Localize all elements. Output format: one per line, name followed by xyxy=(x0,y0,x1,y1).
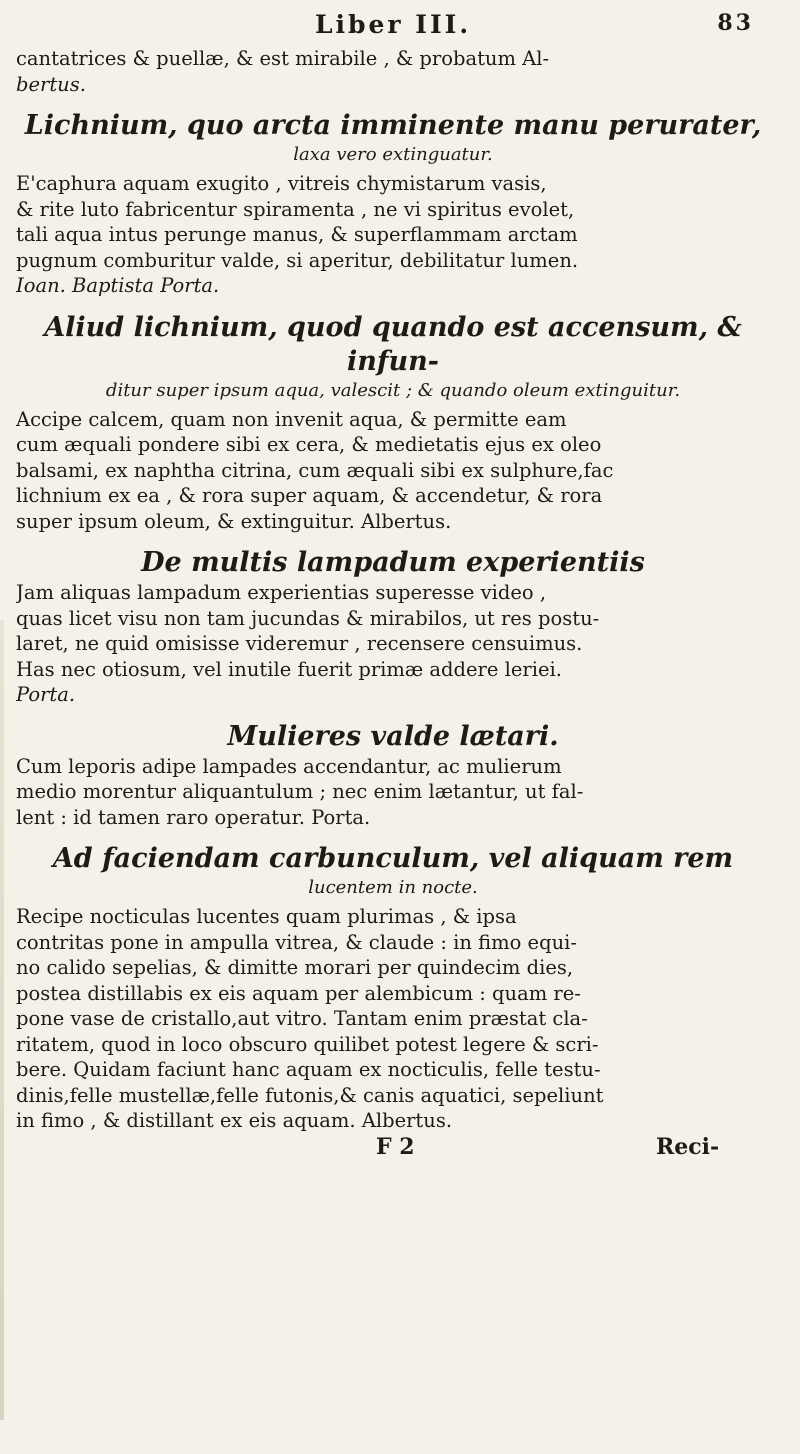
section-lampadum xyxy=(16,546,770,708)
section-heading: Mulieres valde lætari. xyxy=(227,720,559,752)
text-line: E'caphura aquam exugito , vitreis chymistarum vasis, xyxy=(16,172,547,195)
text-line: bertus. xyxy=(16,72,86,96)
section-aliud-lichnium xyxy=(16,311,770,535)
text-line: medio morentur aliquantulum ; nec enim lætantur, ut fal- xyxy=(16,780,584,803)
page-edge-shadow xyxy=(0,620,4,1420)
text-line: quas licet visu non tam jucundas & mirabilos, ut res postu- xyxy=(16,606,600,630)
page-footer xyxy=(16,1134,770,1164)
text-line: Jam aliquas lampadum experientias superesse video , xyxy=(16,581,547,604)
text-line: tali aqua intus perunge manus, & superflammam arctam xyxy=(16,223,578,246)
section-heading: Ad faciendam carbunculum, vel aliquam rem xyxy=(52,843,734,874)
section-mulieres xyxy=(16,720,770,831)
text-line: balsami, ex naphtha citrina, cum æquali sibi ex sulphure,fac xyxy=(16,458,614,482)
text-line: pone vase de cristallo,aut vitro. Tantam enim præstat cla- xyxy=(16,1007,588,1030)
text-line: dinis,felle mustellæ,felle futonis,& canis aquatici, sepeliunt xyxy=(16,1083,604,1107)
running-title: Liber III. xyxy=(314,10,472,39)
text-line: Has nec otiosum, vel inutile fuerit primæ addere leriei. xyxy=(16,657,562,681)
section-lichnium xyxy=(16,109,770,299)
text-line: bere. Quidam faciunt hanc aquam ex nocticulis, felle testu- xyxy=(16,1058,601,1081)
text-line: super ipsum oleum, & extinguitur. Albertus. xyxy=(16,509,452,533)
section-subheading: ditur super ipsum aqua, valescit ; & quando oleum extinguitur. xyxy=(105,379,681,401)
catchword: Reci- xyxy=(656,1133,720,1160)
text-line: laret, ne quid omisisse videremur , recensere censuimus. xyxy=(16,632,583,655)
text-line: contritas pone in ampulla vitrea, & claude : in fimo equi- xyxy=(16,930,577,954)
section-heading: Lichnium, quo arcta imminente manu perurater, xyxy=(24,110,762,141)
text-line: Porta. xyxy=(16,683,76,706)
page-number: 83 xyxy=(717,10,754,36)
section-body xyxy=(16,171,770,299)
text-line: Cum leporis adipe lampades accendantur, ac mulierum xyxy=(16,754,562,778)
intro-paragraph xyxy=(16,46,770,97)
text-line: & rite luto fabricentur spiramenta , ne vi spiritus evolet, xyxy=(16,197,575,221)
text-line: Ioan. Baptista Porta. xyxy=(16,274,220,297)
text-line: cum æquali pondere sibi ex cera, & medietatis ejus ex oleo xyxy=(16,433,602,456)
section-heading: Aliud lichnium, quod quando est accensum, & infun- xyxy=(44,311,742,377)
running-head xyxy=(16,6,770,46)
text-line: Accipe calcem, quam non invenit aqua, & permitte eam xyxy=(16,407,567,431)
section-body xyxy=(16,580,770,708)
text-line: postea distillabis ex eis aquam per alembicum : quam re- xyxy=(16,981,581,1005)
text-line: lent : id tamen raro operatur. Porta. xyxy=(16,805,371,829)
text-line: cantatrices & puellæ, & est mirabile , & probatum Al- xyxy=(16,47,550,70)
section-body xyxy=(16,754,770,831)
section-carbunculum xyxy=(16,842,770,1134)
section-subheading: laxa vero extinguatur. xyxy=(293,144,493,165)
text-line: Recipe nocticulas lucentes quam plurimas , & ipsa xyxy=(16,905,517,928)
signature-mark: F 2 xyxy=(376,1133,415,1160)
text-line: lichnium ex ea , & rora super aquam, & accendetur, & rora xyxy=(16,484,603,507)
text-line: in fimo , & distillant ex eis aquam. Albertus. xyxy=(16,1109,453,1132)
section-subheading: lucentem in nocte. xyxy=(308,877,478,898)
text-line: no calido sepelias, & dimitte morari per quindecim dies, xyxy=(16,956,574,979)
section-body xyxy=(16,904,770,1134)
text-line: pugnum comburitur valde, si aperitur, debilitatur lumen. xyxy=(16,248,579,272)
text-line: ritatem, quod in loco obscuro quilibet potest legere & scri- xyxy=(16,1032,599,1056)
section-heading: De multis lampadum experientiis xyxy=(141,547,645,578)
section-body xyxy=(16,407,770,535)
